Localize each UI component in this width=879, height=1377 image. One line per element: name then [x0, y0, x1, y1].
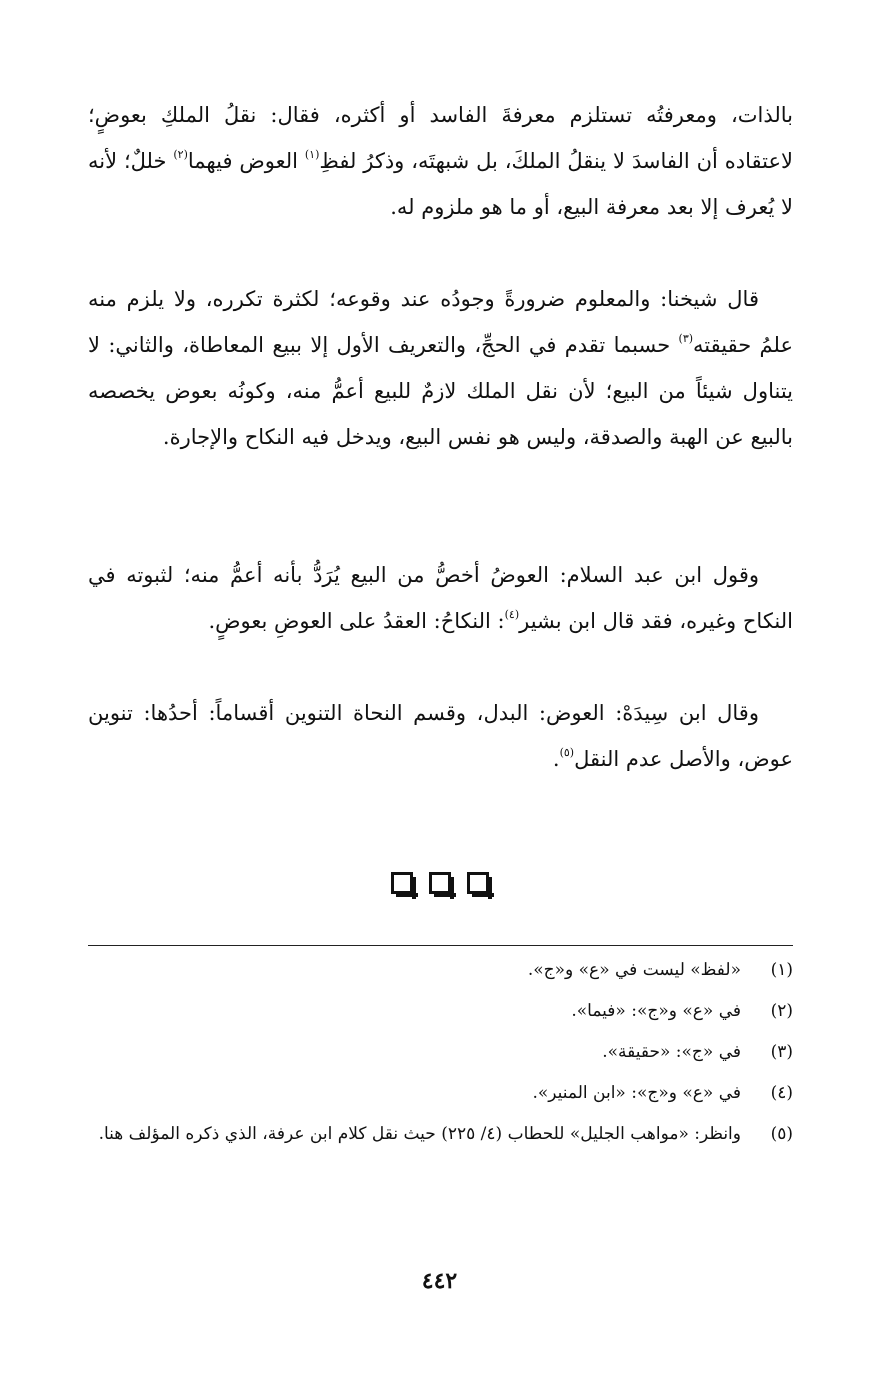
paragraph-3-text-b: : النكاحُ: العقدُ على العوضِ بعوضٍ.	[208, 609, 505, 633]
footnote-divider	[88, 945, 793, 946]
footnote-5	[80, 1122, 793, 1156]
footnote-number: (١)	[770, 960, 793, 980]
paragraph-4-text-b: .	[552, 747, 560, 771]
paragraph-4	[88, 690, 793, 782]
footnote-ref-4[interactable]: (٤)	[504, 608, 520, 621]
section-separator	[0, 872, 879, 894]
separator-square-icon	[467, 872, 489, 894]
footnote-ref-1[interactable]: (١)	[304, 148, 320, 161]
separator-square-icon	[429, 872, 451, 894]
paragraph-1-text-b: العوض فيهما	[187, 149, 305, 173]
footnote-number: (٥)	[770, 1124, 793, 1144]
footnote-ref-3[interactable]: (٣)	[678, 332, 694, 345]
footnote-ref-5[interactable]: (٥)	[559, 746, 575, 759]
paragraph-1	[88, 92, 793, 276]
paragraph-1-text-c: خللٌ؛ لأنه لا يُعرف إلا بعد معرفة البيع، أو ما هو ملزوم له.	[88, 149, 793, 219]
paragraph-1-text-a: بالذات، ومعرفتُه تستلزم معرفةَ الفاسد أو أكثره، فقال: نقلُ الملكِ بعوضٍ؛ لاعتقاده أن الفاسدَ لا ينقلُ الملكَ، بل شبهتَه، وذكرُ لفظِ	[88, 103, 793, 173]
footnote-number: (٣)	[770, 1042, 793, 1062]
footnote-text: في «ع» و«ج»: «فيما».	[571, 1001, 741, 1021]
footnote-1	[80, 958, 793, 983]
paragraph-4-text-a: وقال ابن سِيدَهْ: العوض: البدل، وقسم النحاة التنوين أقساماً: أحدُها: تنوين عوض، والأصل عدم النقل	[88, 701, 793, 771]
footnote-text: «لفظ» ليست في «ع» و«ج».	[527, 960, 741, 980]
footnotes	[80, 958, 793, 1172]
paragraph-3-text-a: وقول ابن عبد السلام: العوضُ أخصُّ من البيع يُرَدُّ بأنه أعمُّ منه؛ لثبوته في النكاح وغيره، فقد قال ابن بشير	[88, 563, 793, 633]
paragraph-2-text-b: حسبما تقدم في الحجِّ، والتعريف الأول إلا ببيع المعاطاة، والثاني: لا يتناول شيئاً من البيع؛ لأن نقل الملك لازمٌ للبيع أعمُّ منه، وكونُه بعوض يخصصه بالبيع عن الهبة والصدقة، وليس هو نفس البيع، ويدخل فيه النكاح والإجارة.	[88, 333, 793, 449]
paragraph-2-text-a: قال شيخنا: والمعلوم ضرورةً وجودُه عند وقوعه؛ لكثرة تكرره، ولا يلزم منه علمُ حقيقته	[88, 287, 793, 357]
footnote-number: (٤)	[770, 1083, 793, 1103]
footnote-3	[80, 1040, 793, 1065]
separator-square-icon	[391, 872, 413, 894]
footnote-number: (٢)	[770, 1001, 793, 1021]
footnote-text: في «ج»: «حقيقة».	[602, 1042, 741, 1062]
paragraph-3	[88, 552, 793, 690]
footnote-2	[80, 999, 793, 1024]
footnote-4	[80, 1081, 793, 1106]
main-text	[88, 92, 793, 782]
page-number: ٤٤٢	[421, 1268, 458, 1294]
footnote-text: في «ع» و«ج»: «ابن المنير».	[532, 1083, 741, 1103]
paragraph-2	[88, 276, 793, 552]
footnote-ref-2[interactable]: (٢)	[173, 148, 188, 161]
footnote-text: وانظر: «مواهب الجليل» للحطاب (٤/ ٢٢٥) حيث نقل كلام ابن عرفة، الذي ذكره المؤلف هنا.	[98, 1124, 741, 1144]
